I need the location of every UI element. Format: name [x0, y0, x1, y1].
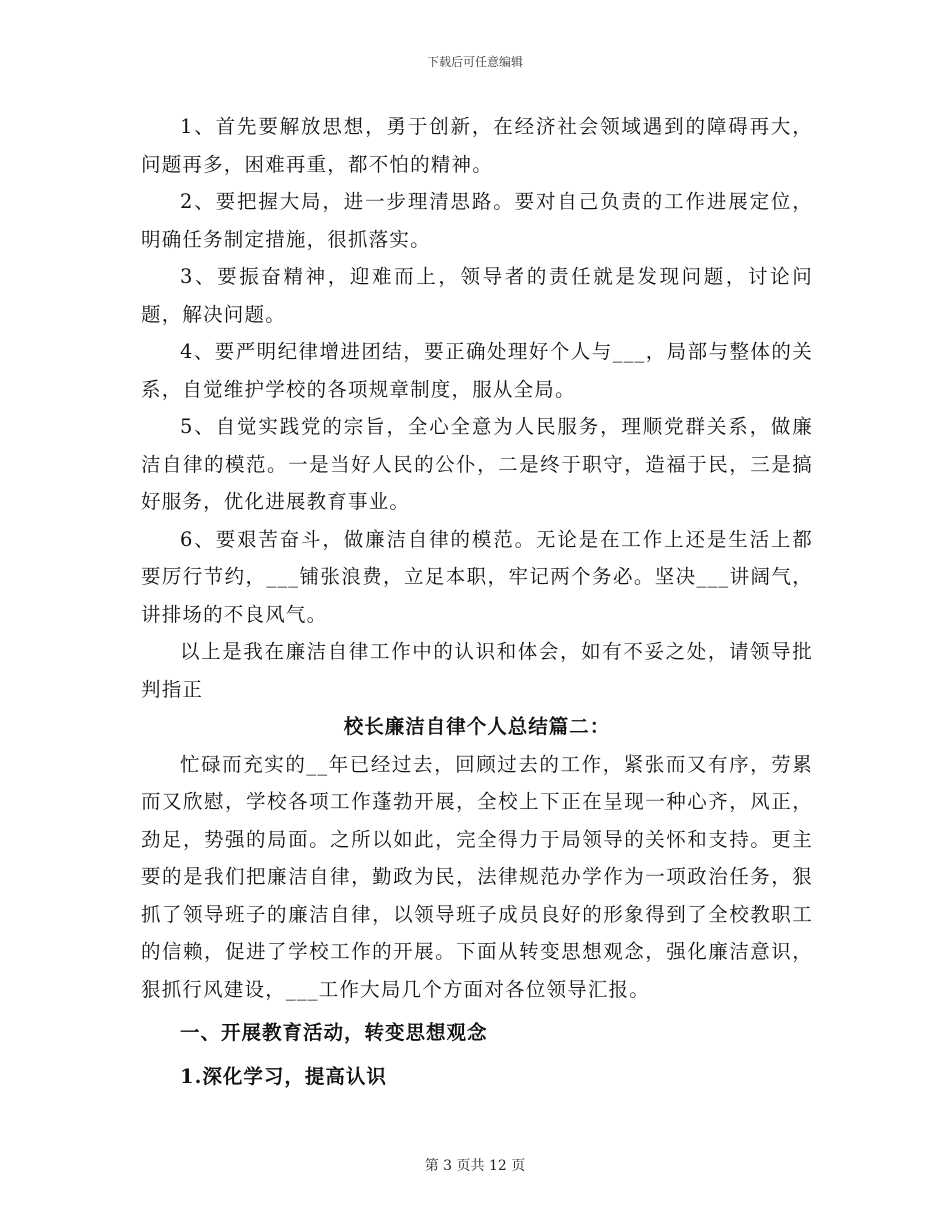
paragraph-item-5: 5、自觉实践党的宗旨，全心全意为人民服务，理顺党群关系，做廉洁自律的模范。一是当好人民的公仆，二是终于职守，造福于民，三是搞好服务，优化进展教育事业。	[141, 415, 813, 513]
paragraph-item-3: 3、要振奋精神，迎难而上，领导者的责任就是发现问题，讨论问题，解决问题。	[141, 265, 813, 326]
section-heading: 一、开展教育活动，转变思想观念	[180, 1021, 488, 1044]
document-body	[141, 108, 813, 1095]
page-header: 下载后可任意编辑	[426, 55, 523, 69]
sub-section-heading: 1.深化学习，提高认识	[180, 1064, 387, 1088]
paragraph-item-1: 1、首先要解放思想，勇于创新，在经济社会领域遇到的障碍再大，问题再多，困难再重，都不怕的精神。	[141, 115, 813, 176]
paragraph-item-6: 6、要艰苦奋斗，做廉洁自律的模范。无论是在工作上还是生活上都要厉行节约，___铺张浪费，立足本职，牢记两个务必。坚决___讲阔气，讲排场的不良风气。	[141, 527, 813, 626]
paragraph-summary: 忙碌而充实的__年已经过去，回顾过去的工作，紧张而又有序，劳累而又欣慰，学校各项工作蓬勃开展，全校上下正在呈现一种心齐，风正，劲足，势强的局面。之所以如此，完全得力于局领导的关怀和支持。更主要的是我们把廉洁自律，勤政为民，法律规范办学作为一项政治任务，狠抓了领导班子的廉洁自律，以领导班子成员良好的形象得到了全校教职工的信赖，促进了学校工作的开展。下面从转变思想观念，强化廉洁意识，狠抓行风建设，___工作大局几个方面对各位领导汇报。	[141, 752, 813, 1001]
page-number-footer: 第 3 页共 12 页	[424, 1158, 526, 1174]
paragraph-conclusion: 以上是我在廉洁自律工作中的认识和体会，如有不妥之处，请领导批判指正	[141, 640, 813, 701]
paragraph-item-4: 4、要严明纪律增进团结，要正确处理好个人与___，局部与整体的关系，自觉维护学校的各项规章制度，服从全局。	[141, 340, 813, 401]
paragraph-item-2: 2、要把握大局，进一步理清思路。要对自己负责的工作进展定位，明确任务制定措施，很抓落实。	[141, 190, 813, 251]
article-subheading: 校长廉洁自律个人总结篇二：	[343, 715, 611, 738]
